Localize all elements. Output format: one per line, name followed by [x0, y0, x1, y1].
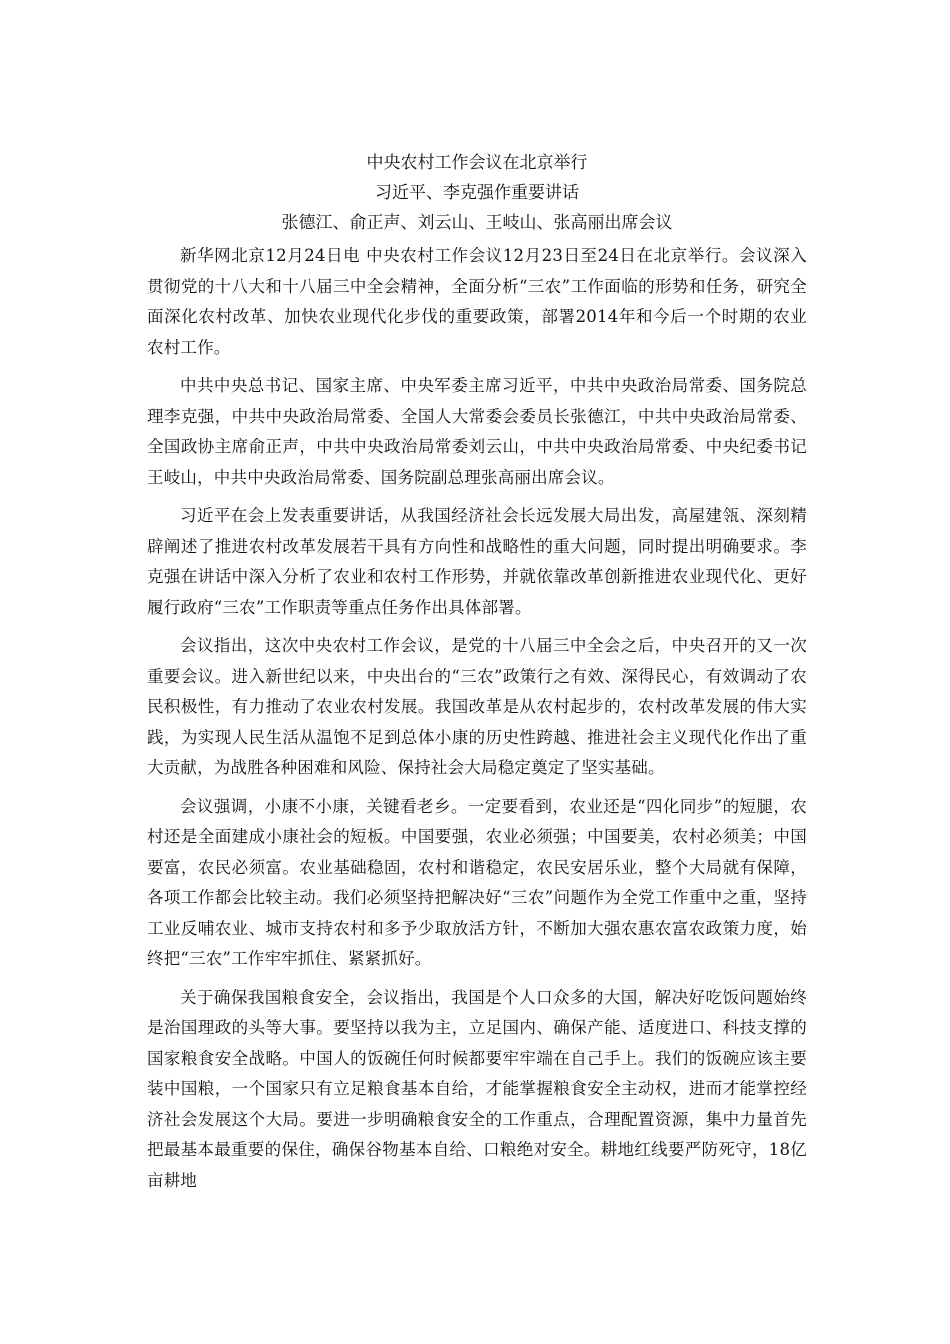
paragraph-xi-speech: 习近平在会上发表重要讲话，从我国经济社会长远发展大局出发，高屋建瓴、深刻精辟阐述了推进农村改革发展若干具有方向性和战略性的重大问题，同时提出明确要求。李克强在讲话中深入分析了农业和农村工作形势，并就依靠改革创新推进农业现代化、更好履行政府“三农”工作职责等重点任务作出具体部署。: [147, 506, 807, 617]
article-headings: [147, 148, 807, 238]
article-title: 中央农村工作会议在北京举行: [366, 153, 588, 173]
article-body: [147, 148, 807, 1204]
paragraph-food-security: 关于确保我国粮食安全，会议指出，我国是个人口众多的大国，解决好吃饭问题始终是治国理政的头等大事。要坚持以我为主，立足国内、确保产能、适度进口、科技支撑的国家粮食安全战略。中国人的饭碗任何时候都要牢牢端在自己手上。我们的饭碗应该主要装中国粮，一个国家只有立足粮食基本自给，才能掌握粮食安全主动权，进而才能掌控经济社会发展这个大局。要进一步明确粮食安全的工作重点，合理配置资源，集中力量首先把最基本最重要的保住，确保谷物基本自给、口粮绝对安全。耕地红线要严防死守，18亿亩耕地: [147, 987, 807, 1190]
paragraph-attendees: 中共中央总书记、国家主席、中央军委主席习近平，中共中央政治局常委、国务院总理李克强，中共中央政治局常委、全国人大常委会委员长张德江，中共中央政治局常委、全国政协主席俞正声，中共中央政治局常委刘云山，中共中央政治局常委、中央纪委书记王岐山，中共中央政治局常委、国务院副总理张高丽出席会议。: [147, 376, 807, 487]
paragraph-lead: 新华网北京12月24日电 中央农村工作会议12月23日至24日在北京举行。会议深入贯彻党的十八大和十八届三中全会精神，全面分析“三农”工作面临的形势和任务，研究全面深化农村改革、加快农业现代化步伐的重要政策，部署2014年和今后一个时期的农业农村工作。: [147, 246, 807, 357]
article-attendees-line: 张德江、俞正声、刘云山、王岐山、张高丽出席会议: [281, 213, 673, 233]
article-subtitle: 习近平、李克强作重要讲话: [375, 183, 579, 203]
paragraph-meeting-significance: 会议指出，这次中央农村工作会议，是党的十八届三中全会之后，中央召开的又一次重要会议。进入新世纪以来，中央出台的“三农”政策行之有效、深得民心，有效调动了农民积极性，有力推动了农业农村发展。我国改革是从农村起步的，农村改革发展的伟大实践，为实现人民生活从温饱不足到总体小康的历史性跨越、推进社会主义现代化作出了重大贡献，为战胜各种困难和风险、保持社会大局稳定奠定了坚实基础。: [147, 636, 807, 777]
paragraph-meeting-emphasis: 会议强调，小康不小康，关键看老乡。一定要看到，农业还是“四化同步”的短腿，农村还是全面建成小康社会的短板。中国要强，农业必须强；中国要美，农村必须美；中国要富，农民必须富。农业基础稳固，农村和谐稳定，农民安居乐业，整个大局就有保障，各项工作都会比较主动。我们必须坚持把解决好“三农”问题作为全党工作重中之重，坚持工业反哺农业、城市支持农村和多予少取放活方针，不断加大强农惠农富农政策力度，始终把“三农”工作牢牢抓住、紧紧抓好。: [147, 796, 807, 968]
